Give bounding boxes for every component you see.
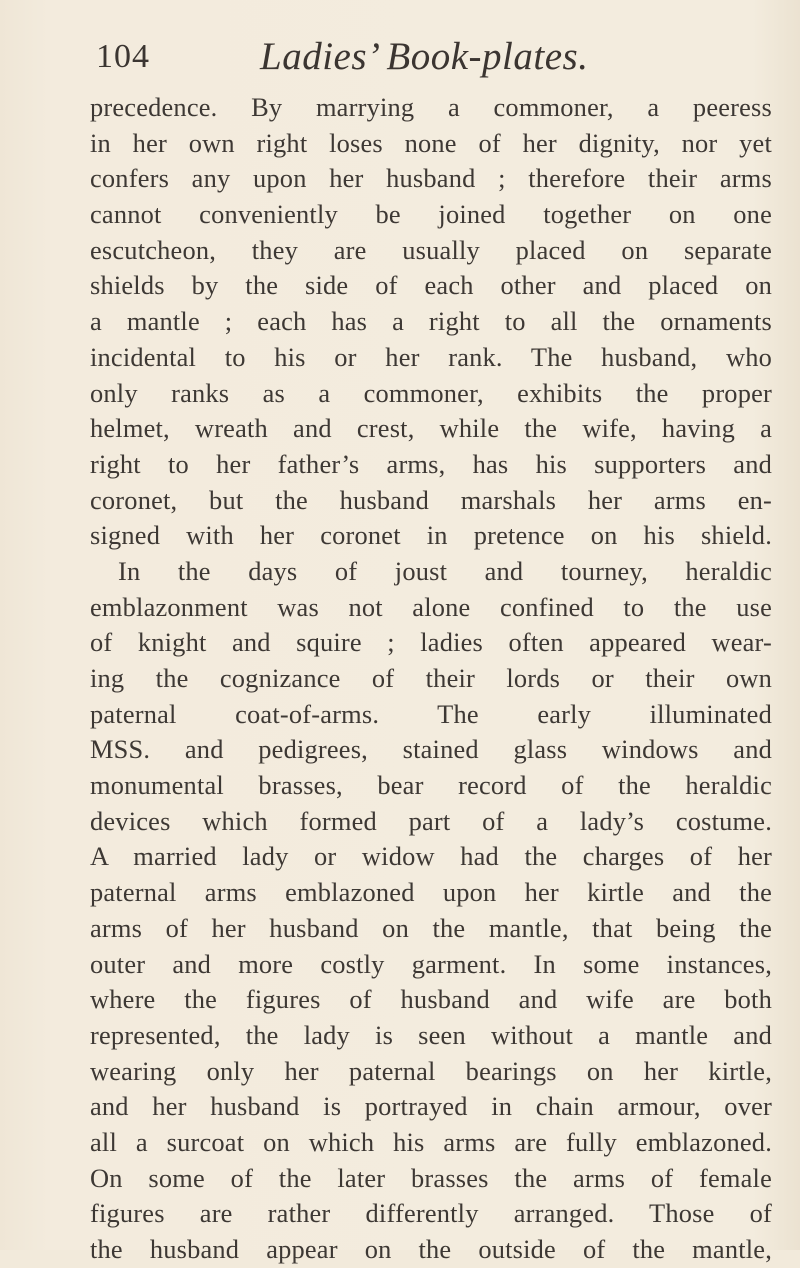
body-text bbox=[90, 90, 772, 1268]
text-line: On some of the later brasses the arms of female bbox=[90, 1162, 772, 1193]
text-line: a mantle ; each has a right to all the ornaments bbox=[90, 306, 772, 337]
text-line: all a surcoat on which his arms are fully emblazoned. bbox=[90, 1126, 772, 1157]
text-line: shields by the side of each other and placed on bbox=[90, 270, 772, 301]
text-line: In the days of joust and tourney, heraldic bbox=[118, 555, 772, 586]
text-line: helmet, wreath and crest, while the wife, having a bbox=[90, 413, 772, 444]
text-line: outer and more costly garment. In some instances, bbox=[90, 948, 772, 979]
page-number: 104 bbox=[96, 38, 150, 75]
text-line: in her own right loses none of her dignity, nor yet bbox=[90, 127, 772, 158]
text-line: monumental brasses, bear record of the heraldic bbox=[90, 770, 772, 801]
text-line: right to her father’s arms, has his supporters and bbox=[90, 448, 772, 479]
text-line: precedence. By marrying a commoner, a peeress bbox=[90, 92, 772, 122]
text-line: A married lady or widow had the charges of her bbox=[90, 841, 772, 872]
text-line: arms of her husband on the mantle, that being the bbox=[90, 912, 772, 943]
text-line: figures are rather differently arranged. Those of bbox=[90, 1198, 772, 1229]
text-line: devices which formed part of a lady’s costume. bbox=[90, 805, 772, 836]
text-line: cannot conveniently be joined together on one bbox=[90, 199, 772, 230]
text-line: paternal arms emblazoned upon her kirtle and the bbox=[90, 877, 772, 908]
text-line: represented, the lady is seen without a mantle and bbox=[90, 1019, 772, 1050]
page-header bbox=[90, 34, 770, 84]
text-line: MSS. and pedigrees, stained glass windows and bbox=[90, 734, 772, 765]
text-line: emblazonment was not alone confined to the use bbox=[90, 591, 772, 622]
text-line: and her husband is portrayed in chain armour, over bbox=[90, 1091, 772, 1122]
text-line: the husband appear on the outside of the mantle, bbox=[90, 1234, 772, 1264]
text-line: escutcheon, they are usually placed on separate bbox=[90, 234, 772, 265]
text-line: only ranks as a commoner, exhibits the proper bbox=[90, 377, 772, 408]
text-line: confers any upon her husband ; therefore their arms bbox=[90, 163, 772, 194]
text-line: incidental to his or her rank. The husband, who bbox=[90, 341, 772, 372]
text-line: wearing only her paternal bearings on her kirtle, bbox=[90, 1055, 772, 1086]
text-line: signed with her coronet in pretence on his shield. bbox=[90, 520, 772, 551]
text-line: ing the cognizance of their lords or their own bbox=[90, 663, 772, 693]
text-line: coronet, but the husband marshals her arms en- bbox=[90, 484, 772, 515]
text-line: paternal coat-of-arms. The early illuminated bbox=[90, 698, 772, 729]
text-line: where the figures of husband and wife are both bbox=[90, 984, 772, 1015]
running-title: Ladies’ Book-plates. bbox=[260, 35, 589, 78]
text-line: of knight and squire ; ladies often appeared wear- bbox=[90, 627, 772, 658]
